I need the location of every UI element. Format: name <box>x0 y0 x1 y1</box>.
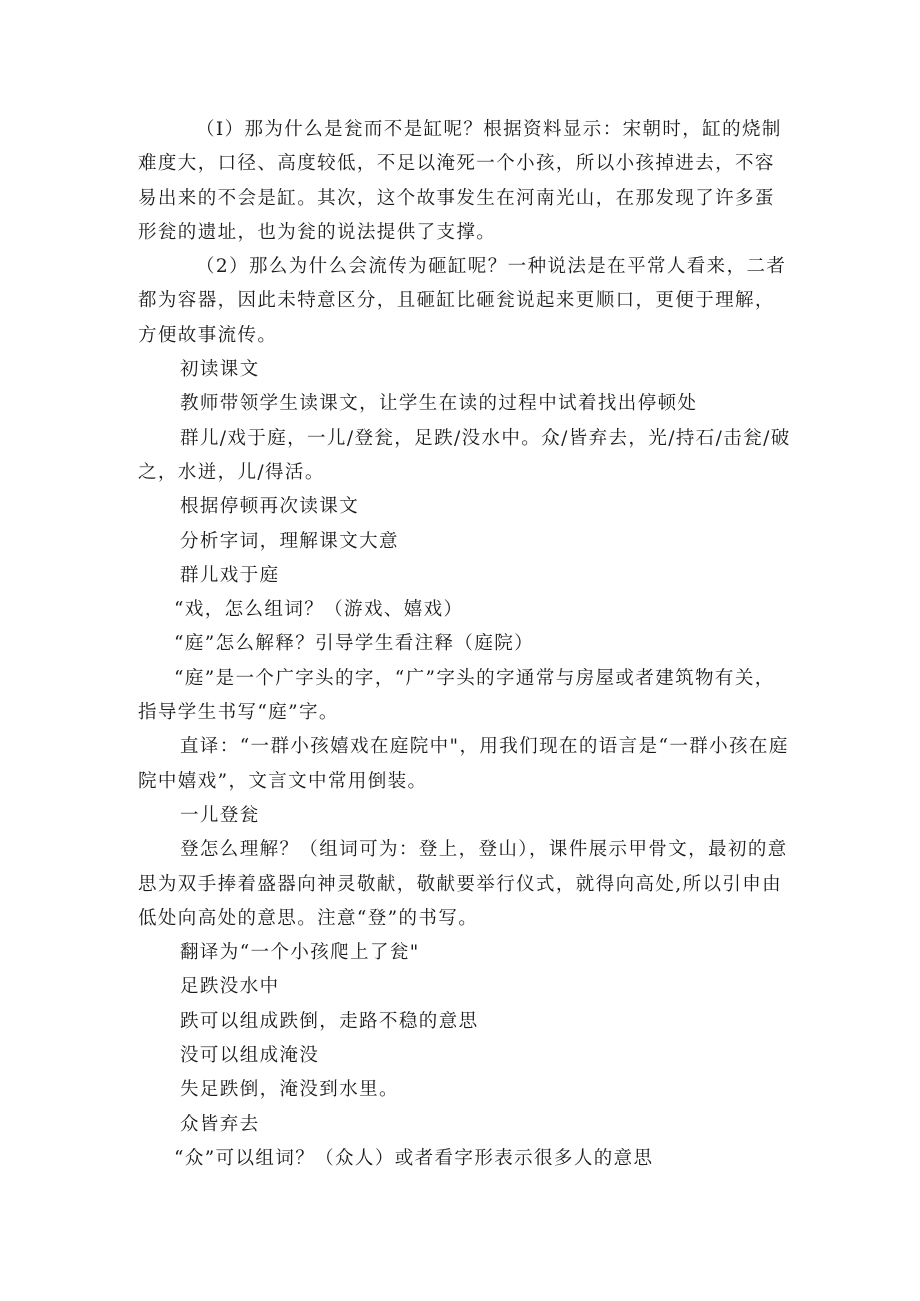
phrase-heading-zhong-jie: 众皆弃去 <box>180 1113 260 1135</box>
paragraph-reread: 根据停顿再次读课文 <box>180 496 360 518</box>
section-heading-analysis: 分析字词，理解课文大意 <box>180 530 399 552</box>
paragraph-mo-explain: 没可以组成淹没 <box>180 1045 320 1067</box>
section-heading-first-reading: 初读课文 <box>180 359 260 381</box>
paragraph-die-explain: 跌可以组成跌倒，走路不稳的意思 <box>180 1010 479 1032</box>
paragraph-ting-radical: “庭”是一个广字头的字，“广”字头的字通常与房屋或者建筑物有关，指导学生书写“庭”字。 <box>138 667 775 724</box>
phrase-heading-zu-die: 足跌没水中 <box>180 976 280 998</box>
paragraph-zhong-explain: “众”可以组词？（众人）或者看字形表示很多人的意思 <box>174 1147 654 1169</box>
paragraph-translation-2: 翻译为“一个小孩爬上了瓮" <box>180 942 420 964</box>
paragraph-deng-explain: 登怎么理解？（组词可为：登上，登山），课件展示甲骨文，最初的意思为双手捧着盛器向神灵敬献，敬献要举行仪式，就得向高处,所以引申由低处向高处的意思。注意“登”的书写。 <box>138 839 788 929</box>
paragraph-translation-1: 直译：“一群小孩嬉戏在庭院中"，用我们现在的语言是“一群小孩在庭院中嬉戏”，文言文中常用倒装。 <box>138 736 789 792</box>
document-body <box>138 113 793 1176</box>
paragraph-xi-word: “戏，怎么组词？（游戏、嬉戏） <box>174 599 464 621</box>
paragraph-ting-explain: “庭”怎么解释？引导学生看注释（庭院） <box>174 633 535 655</box>
paragraph-pause-text: 群儿/戏于庭，一儿/登瓮，足跌/没水中。众/皆弃去，光/持石/击瓮/破之，水迸，儿/得活。 <box>138 427 791 483</box>
phrase-heading-qun-er: 群儿戏于庭 <box>180 564 280 586</box>
paragraph-translation-3: 失足跌倒，淹没到水里。 <box>180 1079 399 1101</box>
paragraph-why-weng: （I）那为什么是瓮而不是缸呢？根据资料显示：宋朝时，缸的烧制难度大，口径、高度较低，不足以淹死一个小孩，所以小孩掉进去，不容易出来的不会是缸。其次，这个故事发生在河南光山，在那发现了许多蛋形瓮的遗址，也为瓮的说法提供了支撑。 <box>138 119 782 243</box>
phrase-heading-yi-er: 一儿登瓮 <box>180 804 260 826</box>
paragraph-why-smash-vat: （2）那么为什么会流传为砸缸呢？一种说法是在平常人看来，二者都为容器，因此未特意区分，且砸缸比砸瓮说起来更顺口，更便于理解，方便故事流传。 <box>138 256 787 346</box>
paragraph-teacher-leads: 教师带领学生读课文，让学生在读的过程中试着找出停顿处 <box>180 393 698 415</box>
